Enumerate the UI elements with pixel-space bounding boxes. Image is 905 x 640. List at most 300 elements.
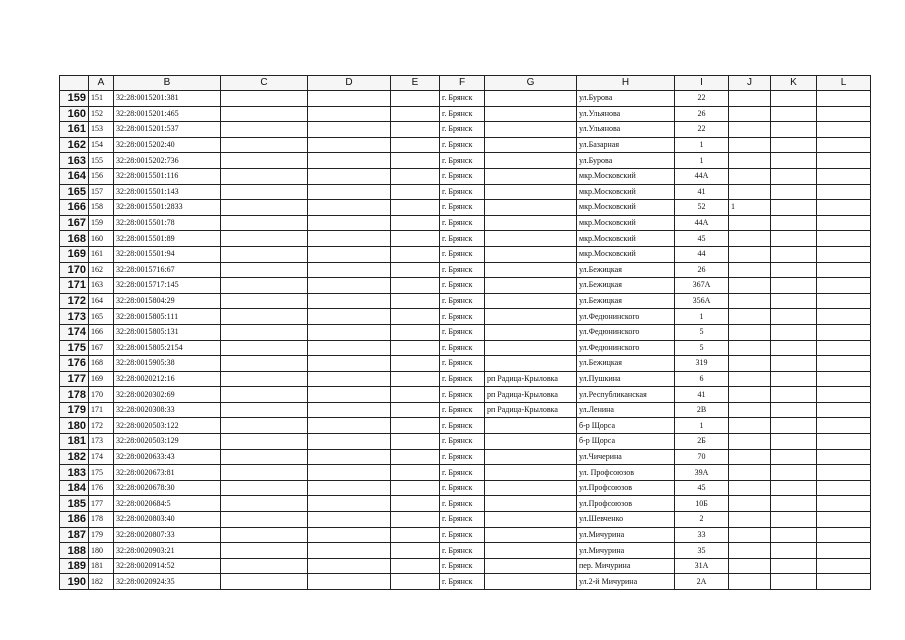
- cell-i[interactable]: 39А: [675, 465, 729, 481]
- cell-k[interactable]: [771, 387, 817, 403]
- cell-j[interactable]: [729, 465, 771, 481]
- cell-j[interactable]: [729, 434, 771, 450]
- cell-f[interactable]: г. Брянск: [440, 200, 485, 216]
- cell-b[interactable]: 32:28:0020803:40: [114, 512, 221, 528]
- cell-i[interactable]: 1: [675, 418, 729, 434]
- cell-i[interactable]: 70: [675, 449, 729, 465]
- cell-b[interactable]: 32:28:0015501:116: [114, 168, 221, 184]
- cell-h[interactable]: ул.Федюнинского: [577, 309, 675, 325]
- column-header-k[interactable]: K: [771, 76, 817, 91]
- cell-j[interactable]: [729, 543, 771, 559]
- cell-j[interactable]: [729, 340, 771, 356]
- cell-j[interactable]: [729, 137, 771, 153]
- cell-k[interactable]: [771, 215, 817, 231]
- cell-a[interactable]: 169: [89, 371, 114, 387]
- cell-f[interactable]: г. Брянск: [440, 512, 485, 528]
- cell-k[interactable]: [771, 527, 817, 543]
- cell-f[interactable]: г. Брянск: [440, 434, 485, 450]
- cell-h[interactable]: ул.Республиканская: [577, 387, 675, 403]
- cell-e[interactable]: [391, 246, 440, 262]
- row-header[interactable]: 184: [60, 480, 89, 496]
- cell-k[interactable]: [771, 496, 817, 512]
- cell-j[interactable]: [729, 153, 771, 169]
- cell-g[interactable]: [485, 184, 577, 200]
- cell-l[interactable]: [817, 278, 871, 294]
- cell-h[interactable]: ул.Мичурина: [577, 527, 675, 543]
- column-header-d[interactable]: D: [308, 76, 391, 91]
- cell-g[interactable]: [485, 215, 577, 231]
- cell-i[interactable]: 26: [675, 106, 729, 122]
- cell-l[interactable]: [817, 122, 871, 138]
- cell-l[interactable]: [817, 371, 871, 387]
- cell-b[interactable]: 32:28:0020684:5: [114, 496, 221, 512]
- cell-c[interactable]: [221, 184, 308, 200]
- cell-h[interactable]: ул.Профсоюзов: [577, 496, 675, 512]
- cell-j[interactable]: [729, 324, 771, 340]
- column-header-g[interactable]: G: [485, 76, 577, 91]
- cell-k[interactable]: [771, 543, 817, 559]
- cell-g[interactable]: [485, 246, 577, 262]
- cell-k[interactable]: [771, 356, 817, 372]
- cell-b[interactable]: 32:28:0015501:143: [114, 184, 221, 200]
- cell-i[interactable]: 44А: [675, 168, 729, 184]
- cell-a[interactable]: 160: [89, 231, 114, 247]
- cell-k[interactable]: [771, 122, 817, 138]
- cell-d[interactable]: [308, 527, 391, 543]
- cell-c[interactable]: [221, 231, 308, 247]
- cell-a[interactable]: 171: [89, 402, 114, 418]
- cell-l[interactable]: [817, 496, 871, 512]
- row-header[interactable]: 172: [60, 293, 89, 309]
- column-header-l[interactable]: L: [817, 76, 871, 91]
- cell-d[interactable]: [308, 512, 391, 528]
- cell-c[interactable]: [221, 449, 308, 465]
- column-header-a[interactable]: A: [89, 76, 114, 91]
- cell-e[interactable]: [391, 496, 440, 512]
- cell-b[interactable]: 32:28:0020302:69: [114, 387, 221, 403]
- cell-c[interactable]: [221, 434, 308, 450]
- cell-j[interactable]: [729, 527, 771, 543]
- cell-g[interactable]: [485, 543, 577, 559]
- cell-a[interactable]: 178: [89, 512, 114, 528]
- cell-f[interactable]: г. Брянск: [440, 91, 485, 107]
- cell-f[interactable]: г. Брянск: [440, 309, 485, 325]
- cell-l[interactable]: [817, 106, 871, 122]
- cell-b[interactable]: 32:28:0020503:129: [114, 434, 221, 450]
- cell-a[interactable]: 151: [89, 91, 114, 107]
- cell-e[interactable]: [391, 512, 440, 528]
- cell-a[interactable]: 162: [89, 262, 114, 278]
- cell-g[interactable]: рп Радица-Крыловка: [485, 371, 577, 387]
- cell-b[interactable]: 32:28:0015805:111: [114, 309, 221, 325]
- cell-f[interactable]: г. Брянск: [440, 231, 485, 247]
- cell-a[interactable]: 154: [89, 137, 114, 153]
- cell-c[interactable]: [221, 574, 308, 590]
- column-header-h[interactable]: H: [577, 76, 675, 91]
- cell-l[interactable]: [817, 184, 871, 200]
- cell-l[interactable]: [817, 340, 871, 356]
- cell-k[interactable]: [771, 200, 817, 216]
- cell-l[interactable]: [817, 465, 871, 481]
- cell-a[interactable]: 175: [89, 465, 114, 481]
- cell-c[interactable]: [221, 543, 308, 559]
- cell-d[interactable]: [308, 371, 391, 387]
- cell-e[interactable]: [391, 449, 440, 465]
- cell-i[interactable]: 367А: [675, 278, 729, 294]
- cell-h[interactable]: мкр.Московский: [577, 215, 675, 231]
- cell-k[interactable]: [771, 231, 817, 247]
- cell-f[interactable]: г. Брянск: [440, 215, 485, 231]
- cell-a[interactable]: 157: [89, 184, 114, 200]
- cell-d[interactable]: [308, 231, 391, 247]
- cell-a[interactable]: 168: [89, 356, 114, 372]
- cell-c[interactable]: [221, 356, 308, 372]
- cell-c[interactable]: [221, 91, 308, 107]
- cell-e[interactable]: [391, 387, 440, 403]
- cell-d[interactable]: [308, 137, 391, 153]
- cell-a[interactable]: 179: [89, 527, 114, 543]
- row-header[interactable]: 180: [60, 418, 89, 434]
- cell-f[interactable]: г. Брянск: [440, 106, 485, 122]
- cell-k[interactable]: [771, 512, 817, 528]
- cell-k[interactable]: [771, 153, 817, 169]
- cell-k[interactable]: [771, 480, 817, 496]
- cell-c[interactable]: [221, 106, 308, 122]
- row-header[interactable]: 161: [60, 122, 89, 138]
- cell-h[interactable]: ул.Шевченко: [577, 512, 675, 528]
- cell-g[interactable]: [485, 278, 577, 294]
- cell-e[interactable]: [391, 324, 440, 340]
- cell-b[interactable]: 32:28:0015805:2154: [114, 340, 221, 356]
- cell-h[interactable]: ул.Бежицкая: [577, 278, 675, 294]
- cell-d[interactable]: [308, 215, 391, 231]
- cell-l[interactable]: [817, 309, 871, 325]
- cell-f[interactable]: г. Брянск: [440, 153, 485, 169]
- cell-d[interactable]: [308, 153, 391, 169]
- row-header[interactable]: 166: [60, 200, 89, 216]
- cell-d[interactable]: [308, 200, 391, 216]
- cell-a[interactable]: 152: [89, 106, 114, 122]
- cell-l[interactable]: [817, 91, 871, 107]
- cell-e[interactable]: [391, 137, 440, 153]
- cell-g[interactable]: [485, 324, 577, 340]
- cell-d[interactable]: [308, 496, 391, 512]
- cell-g[interactable]: [485, 153, 577, 169]
- cell-d[interactable]: [308, 324, 391, 340]
- cell-h[interactable]: мкр.Московский: [577, 231, 675, 247]
- cell-l[interactable]: [817, 543, 871, 559]
- cell-e[interactable]: [391, 402, 440, 418]
- cell-c[interactable]: [221, 153, 308, 169]
- cell-a[interactable]: 173: [89, 434, 114, 450]
- cell-j[interactable]: [729, 480, 771, 496]
- cell-f[interactable]: г. Брянск: [440, 496, 485, 512]
- cell-g[interactable]: [485, 356, 577, 372]
- cell-l[interactable]: [817, 324, 871, 340]
- cell-l[interactable]: [817, 558, 871, 574]
- cell-j[interactable]: [729, 231, 771, 247]
- cell-d[interactable]: [308, 574, 391, 590]
- cell-b[interactable]: 32:28:0015202:736: [114, 153, 221, 169]
- cell-g[interactable]: [485, 465, 577, 481]
- cell-b[interactable]: 32:28:0015501:2833: [114, 200, 221, 216]
- cell-k[interactable]: [771, 418, 817, 434]
- cell-g[interactable]: [485, 512, 577, 528]
- cell-a[interactable]: 167: [89, 340, 114, 356]
- cell-i[interactable]: 22: [675, 91, 729, 107]
- row-header[interactable]: 190: [60, 574, 89, 590]
- cell-f[interactable]: г. Брянск: [440, 356, 485, 372]
- cell-f[interactable]: г. Брянск: [440, 246, 485, 262]
- cell-l[interactable]: [817, 168, 871, 184]
- cell-k[interactable]: [771, 168, 817, 184]
- cell-e[interactable]: [391, 293, 440, 309]
- cell-b[interactable]: 32:28:0020678:30: [114, 480, 221, 496]
- cell-b[interactable]: 32:28:0020308:33: [114, 402, 221, 418]
- cell-g[interactable]: [485, 574, 577, 590]
- cell-f[interactable]: г. Брянск: [440, 278, 485, 294]
- cell-i[interactable]: 45: [675, 480, 729, 496]
- cell-c[interactable]: [221, 512, 308, 528]
- cell-e[interactable]: [391, 574, 440, 590]
- cell-e[interactable]: [391, 215, 440, 231]
- cell-e[interactable]: [391, 340, 440, 356]
- cell-i[interactable]: 31А: [675, 558, 729, 574]
- cell-f[interactable]: г. Брянск: [440, 543, 485, 559]
- cell-e[interactable]: [391, 418, 440, 434]
- cell-i[interactable]: 356А: [675, 293, 729, 309]
- cell-h[interactable]: мкр.Московский: [577, 184, 675, 200]
- cell-j[interactable]: [729, 356, 771, 372]
- cell-j[interactable]: [729, 418, 771, 434]
- cell-g[interactable]: рп Радица-Крыловка: [485, 387, 577, 403]
- cell-c[interactable]: [221, 387, 308, 403]
- cell-d[interactable]: [308, 168, 391, 184]
- cell-h[interactable]: ул.Чичерина: [577, 449, 675, 465]
- cell-l[interactable]: [817, 434, 871, 450]
- cell-d[interactable]: [308, 184, 391, 200]
- cell-j[interactable]: [729, 215, 771, 231]
- cell-a[interactable]: 165: [89, 309, 114, 325]
- cell-g[interactable]: [485, 340, 577, 356]
- cell-k[interactable]: [771, 184, 817, 200]
- cell-i[interactable]: 6: [675, 371, 729, 387]
- cell-f[interactable]: г. Брянск: [440, 480, 485, 496]
- cell-c[interactable]: [221, 480, 308, 496]
- cell-c[interactable]: [221, 200, 308, 216]
- cell-j[interactable]: [729, 512, 771, 528]
- cell-i[interactable]: 2А: [675, 574, 729, 590]
- cell-h[interactable]: ул.Федюнинского: [577, 340, 675, 356]
- cell-f[interactable]: г. Брянск: [440, 558, 485, 574]
- cell-a[interactable]: 161: [89, 246, 114, 262]
- row-header[interactable]: 162: [60, 137, 89, 153]
- cell-i[interactable]: 45: [675, 231, 729, 247]
- cell-l[interactable]: [817, 449, 871, 465]
- cell-b[interactable]: 32:28:0020807:33: [114, 527, 221, 543]
- cell-a[interactable]: 170: [89, 387, 114, 403]
- cell-f[interactable]: г. Брянск: [440, 324, 485, 340]
- cell-c[interactable]: [221, 527, 308, 543]
- cell-i[interactable]: 2В: [675, 402, 729, 418]
- cell-e[interactable]: [391, 356, 440, 372]
- cell-h[interactable]: ул.Федюнинского: [577, 324, 675, 340]
- row-header[interactable]: 169: [60, 246, 89, 262]
- cell-d[interactable]: [308, 309, 391, 325]
- cell-i[interactable]: 2: [675, 512, 729, 528]
- cell-e[interactable]: [391, 434, 440, 450]
- cell-b[interactable]: 32:28:0020924:35: [114, 574, 221, 590]
- cell-g[interactable]: [485, 496, 577, 512]
- row-header[interactable]: 182: [60, 449, 89, 465]
- cell-h[interactable]: б-р Щорса: [577, 418, 675, 434]
- cell-f[interactable]: г. Брянск: [440, 418, 485, 434]
- cell-f[interactable]: г. Брянск: [440, 262, 485, 278]
- cell-k[interactable]: [771, 574, 817, 590]
- cell-d[interactable]: [308, 293, 391, 309]
- cell-i[interactable]: 5: [675, 340, 729, 356]
- cell-h[interactable]: мкр.Московский: [577, 200, 675, 216]
- cell-a[interactable]: 180: [89, 543, 114, 559]
- cell-i[interactable]: 35: [675, 543, 729, 559]
- cell-l[interactable]: [817, 387, 871, 403]
- cell-g[interactable]: [485, 480, 577, 496]
- cell-b[interactable]: 32:28:0015805:131: [114, 324, 221, 340]
- cell-c[interactable]: [221, 278, 308, 294]
- cell-k[interactable]: [771, 558, 817, 574]
- cell-f[interactable]: г. Брянск: [440, 340, 485, 356]
- cell-g[interactable]: [485, 200, 577, 216]
- cell-k[interactable]: [771, 293, 817, 309]
- cell-e[interactable]: [391, 527, 440, 543]
- cell-c[interactable]: [221, 465, 308, 481]
- cell-f[interactable]: г. Брянск: [440, 184, 485, 200]
- row-header[interactable]: 163: [60, 153, 89, 169]
- cell-a[interactable]: 181: [89, 558, 114, 574]
- row-header[interactable]: 187: [60, 527, 89, 543]
- cell-j[interactable]: [729, 262, 771, 278]
- cell-i[interactable]: 1: [675, 137, 729, 153]
- cell-k[interactable]: [771, 262, 817, 278]
- cell-h[interactable]: мкр.Московский: [577, 246, 675, 262]
- cell-i[interactable]: 1: [675, 309, 729, 325]
- cell-d[interactable]: [308, 387, 391, 403]
- cell-a[interactable]: 156: [89, 168, 114, 184]
- cell-e[interactable]: [391, 558, 440, 574]
- cell-l[interactable]: [817, 574, 871, 590]
- cell-i[interactable]: 10Б: [675, 496, 729, 512]
- cell-e[interactable]: [391, 153, 440, 169]
- cell-d[interactable]: [308, 278, 391, 294]
- cell-h[interactable]: б-р Щорса: [577, 434, 675, 450]
- cell-c[interactable]: [221, 558, 308, 574]
- cell-d[interactable]: [308, 340, 391, 356]
- cell-j[interactable]: [729, 246, 771, 262]
- cell-k[interactable]: [771, 278, 817, 294]
- cell-f[interactable]: г. Брянск: [440, 168, 485, 184]
- cell-j[interactable]: [729, 574, 771, 590]
- cell-i[interactable]: 2Б: [675, 434, 729, 450]
- cell-b[interactable]: 32:28:0015905:38: [114, 356, 221, 372]
- cell-l[interactable]: [817, 215, 871, 231]
- row-header[interactable]: 168: [60, 231, 89, 247]
- cell-d[interactable]: [308, 356, 391, 372]
- row-header[interactable]: 170: [60, 262, 89, 278]
- cell-b[interactable]: 32:28:0015202:40: [114, 137, 221, 153]
- cell-k[interactable]: [771, 324, 817, 340]
- cell-j[interactable]: [729, 91, 771, 107]
- cell-g[interactable]: [485, 231, 577, 247]
- cell-l[interactable]: [817, 512, 871, 528]
- cell-e[interactable]: [391, 543, 440, 559]
- cell-e[interactable]: [391, 309, 440, 325]
- cell-c[interactable]: [221, 293, 308, 309]
- cell-l[interactable]: [817, 153, 871, 169]
- cell-j[interactable]: [729, 293, 771, 309]
- cell-b[interactable]: 32:28:0015501:89: [114, 231, 221, 247]
- cell-j[interactable]: [729, 402, 771, 418]
- cell-b[interactable]: 32:28:0020633:43: [114, 449, 221, 465]
- cell-l[interactable]: [817, 262, 871, 278]
- cell-g[interactable]: [485, 293, 577, 309]
- cell-j[interactable]: [729, 122, 771, 138]
- cell-c[interactable]: [221, 122, 308, 138]
- cell-g[interactable]: [485, 106, 577, 122]
- row-header[interactable]: 174: [60, 324, 89, 340]
- cell-b[interactable]: 32:28:0015716:67: [114, 262, 221, 278]
- cell-f[interactable]: г. Брянск: [440, 574, 485, 590]
- cell-k[interactable]: [771, 246, 817, 262]
- cell-j[interactable]: [729, 371, 771, 387]
- cell-j[interactable]: [729, 496, 771, 512]
- column-header-b[interactable]: B: [114, 76, 221, 91]
- cell-a[interactable]: 163: [89, 278, 114, 294]
- cell-d[interactable]: [308, 262, 391, 278]
- cell-g[interactable]: [485, 418, 577, 434]
- cell-h[interactable]: ул.Бурова: [577, 91, 675, 107]
- cell-g[interactable]: [485, 434, 577, 450]
- cell-e[interactable]: [391, 480, 440, 496]
- cell-d[interactable]: [308, 418, 391, 434]
- cell-d[interactable]: [308, 434, 391, 450]
- cell-i[interactable]: 44А: [675, 215, 729, 231]
- cell-g[interactable]: [485, 137, 577, 153]
- cell-c[interactable]: [221, 168, 308, 184]
- cell-h[interactable]: ул.Базарная: [577, 137, 675, 153]
- cell-i[interactable]: 5: [675, 324, 729, 340]
- column-header-i[interactable]: I: [675, 76, 729, 91]
- row-header[interactable]: 164: [60, 168, 89, 184]
- cell-a[interactable]: 182: [89, 574, 114, 590]
- cell-h[interactable]: ул.Ленина: [577, 402, 675, 418]
- row-header[interactable]: 179: [60, 402, 89, 418]
- cell-a[interactable]: 174: [89, 449, 114, 465]
- cell-a[interactable]: 155: [89, 153, 114, 169]
- cell-l[interactable]: [817, 402, 871, 418]
- cell-d[interactable]: [308, 480, 391, 496]
- cell-e[interactable]: [391, 106, 440, 122]
- cell-g[interactable]: [485, 168, 577, 184]
- cell-e[interactable]: [391, 122, 440, 138]
- cell-b[interactable]: 32:28:0015201:465: [114, 106, 221, 122]
- cell-h[interactable]: ул.Ульянова: [577, 106, 675, 122]
- cell-f[interactable]: г. Брянск: [440, 122, 485, 138]
- cell-k[interactable]: [771, 340, 817, 356]
- row-header[interactable]: 188: [60, 543, 89, 559]
- cell-g[interactable]: [485, 558, 577, 574]
- cell-a[interactable]: 177: [89, 496, 114, 512]
- cell-g[interactable]: [485, 262, 577, 278]
